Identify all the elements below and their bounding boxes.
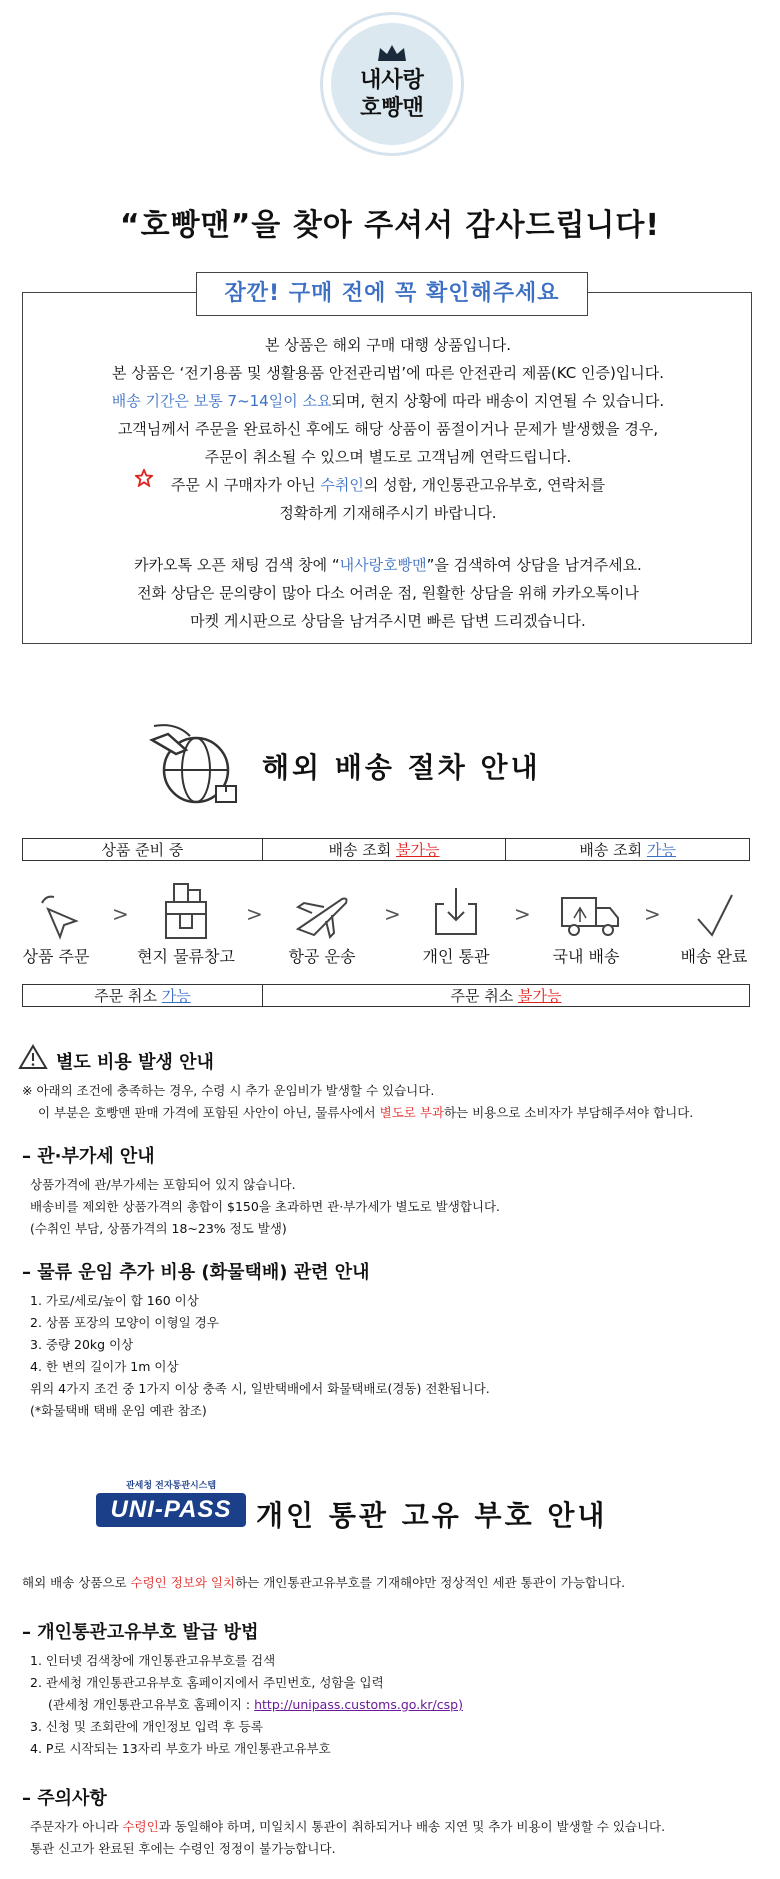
status-cell-preparing <box>23 839 263 861</box>
cursor-icon <box>30 885 90 945</box>
step-label-complete: 배송 완료 <box>680 947 748 966</box>
warehouse-box-icon <box>156 880 216 940</box>
notice-line-5: 주문이 취소될 수 있으며 별도로 고객님께 연락드립니다. <box>204 448 572 466</box>
shipping-status-row-top <box>22 838 750 861</box>
status-text: 배송 조회 <box>328 841 396 859</box>
freight-line-1: 1. 가로/세로/높이 합 160 이상 <box>30 1293 199 1308</box>
freight-line-5: 위의 4가지 조건 중 1가지 이상 충족 시, 일반택배에서 화물택배로(경동) 전환됩니다. <box>30 1381 490 1396</box>
issue-heading: – 개인통관고유부호 발급 방법 <box>22 1622 259 1643</box>
notice-line-10: 마켓 게시판으로 상담을 남겨주시면 빠른 답변 드리겠습니다. <box>190 612 586 630</box>
cancel-tail-red: 불가능 <box>518 987 562 1005</box>
tax-line-2: 배송비를 제외한 상품가격의 총합이 $150을 초과하면 관·부가세가 별도로 발생합니다. <box>30 1199 501 1214</box>
recipient-text: 수취인 <box>320 476 364 494</box>
notice-line-8-a: 카카오톡 오픈 채팅 검색 창에 “ <box>134 556 340 574</box>
cancel-text: 주문 취소 <box>94 987 162 1005</box>
logo-circle <box>331 23 453 145</box>
notice-box <box>22 292 752 644</box>
kakao-search-term: 내사랑호빵맨 <box>339 556 427 574</box>
freight-line-4: 4. 한 변의 길이가 1m 이상 <box>30 1359 179 1374</box>
arrow-5: > <box>644 902 661 926</box>
status-cell-tracking-available <box>506 839 750 861</box>
notice-line-6-a: 주문 시 구매자가 아닌 <box>170 476 321 494</box>
caution-line-2: 통관 신고가 완료된 후에는 수령인 정정이 불가능합니다. <box>30 1841 336 1856</box>
freight-heading: – 물류 운임 추가 비용 (화물택배) 관련 안내 <box>22 1262 370 1283</box>
truck-icon <box>558 886 618 946</box>
warning-icon <box>18 1044 48 1074</box>
issue-line-2: 2. 관세청 개인통관고유부호 홈페이지에서 주민번호, 성함을 입력 <box>30 1675 384 1690</box>
crown-icon <box>331 43 453 67</box>
notice-line-6 <box>23 475 753 495</box>
unipass-caption: 관세청 전자통관시스템 <box>125 1481 217 1491</box>
logo-line1: 내사랑 <box>360 68 424 93</box>
notice-line-8 <box>23 555 753 575</box>
cancel-cell-unavailable <box>263 985 750 1007</box>
arrow-1: > <box>112 902 129 926</box>
issue-line-3: 3. 신청 및 조회란에 개인정보 입력 후 등록 <box>30 1719 263 1734</box>
globe-plane-icon <box>146 720 242 814</box>
issue-line-4: 4. P로 시작되는 13자리 부호가 바로 개인통관고유부호 <box>30 1741 331 1756</box>
notice-line-6-b: 의 성함, 개인통관고유부호, 연락처를 <box>363 476 606 494</box>
caution-line-1 <box>30 1818 665 1836</box>
extra-cost-note-2-a: 이 부분은 호빵맨 판매 가격에 포함된 사안이 아닌, 물류사에서 <box>38 1105 380 1120</box>
arrow-4: > <box>514 902 531 926</box>
separate-charge-text: 별도로 부과 <box>379 1105 444 1120</box>
status-text: 배송 조회 <box>579 841 647 859</box>
arrow-3: > <box>384 902 401 926</box>
issue-site-line <box>48 1696 463 1714</box>
freight-line-2: 2. 상품 포장의 모양이 이형일 경우 <box>30 1315 219 1330</box>
step-label-air: 항공 운송 <box>288 947 356 966</box>
arrow-2: > <box>246 902 263 926</box>
notice-line-9: 전화 상담은 문의량이 많아 다소 어려운 점, 원활한 상담을 위해 카카오톡이나 <box>137 584 639 602</box>
checkmark-icon <box>690 885 750 945</box>
notice-line-3-rest: 되며, 현지 상황에 따라 배송이 지연될 수 있습니다. <box>331 392 665 410</box>
customs-intro-a: 해외 배송 상품으로 <box>22 1575 131 1590</box>
unipass-site-link[interactable]: http://unipass.customs.go.kr/csp) <box>254 1697 463 1712</box>
status-cell-tracking-unavailable <box>262 839 506 861</box>
tax-line-1: 상품가격에 관/부가세는 포함되어 있지 않습니다. <box>30 1177 296 1192</box>
notice-line-2: 본 상품은 ‘전기용품 및 생활용품 안전관리법’에 따른 안전관리 제품(KC 인증)입니다. <box>111 364 665 382</box>
notice-heading: 잠깐! 구매 전에 꼭 확인해주세요 <box>196 272 588 316</box>
recipient-red-text: 수령인 <box>122 1819 159 1834</box>
status-tail-red: 불가능 <box>396 841 440 859</box>
extra-cost-note-1: ※ 아래의 조건에 충족하는 경우, 수령 시 추가 운임비가 발생할 수 있습니다. <box>22 1083 435 1098</box>
cancel-cell-available <box>23 985 263 1007</box>
step-label-customs: 개인 통관 <box>422 947 490 966</box>
recipient-match-text: 수령인 정보와 일치 <box>130 1575 236 1590</box>
extra-cost-note-2-b: 하는 비용으로 소비자가 부담해주셔야 합니다. <box>443 1105 694 1120</box>
status-tail-blue: 가능 <box>646 841 676 859</box>
freight-line-3: 3. 중량 20kg 이상 <box>30 1337 134 1352</box>
site-label: (관세청 개인통관고유부호 홈페이지 : <box>48 1697 255 1712</box>
step-label-warehouse: 현지 물류창고 <box>137 947 235 966</box>
tax-heading: – 관·부가세 안내 <box>22 1146 155 1167</box>
caution-heading: – 주의사항 <box>22 1788 107 1809</box>
shipping-status-row-bottom <box>22 984 750 1007</box>
download-box-icon <box>426 882 486 942</box>
brand-logo <box>320 12 464 156</box>
extra-cost-heading: 별도 비용 발생 안내 <box>56 1052 214 1073</box>
shipping-heading: 해외 배송 절차 안내 <box>262 751 541 784</box>
notice-line-4: 고객님께서 주문을 완료하신 후에도 해당 상품이 품절이거나 문제가 발생했을 경우, <box>117 420 659 438</box>
notice-line-7: 정확하게 기재해주시기 바랍니다. <box>279 504 497 522</box>
airplane-icon <box>292 885 352 945</box>
status-cell-preparing-text: 상품 준비 중 <box>101 841 184 859</box>
logo-line2: 호빵맨 <box>360 96 424 121</box>
freight-line-6: (*화물택배 택배 운임 예관 참조) <box>30 1403 207 1418</box>
step-label-order: 상품 주문 <box>22 947 90 966</box>
extra-cost-note-2 <box>38 1104 693 1122</box>
delivery-period-text: 배송 기간은 보통 7~14일이 소요 <box>111 392 332 410</box>
issue-line-1: 1. 인터넷 검색창에 개인통관고유부호를 검색 <box>30 1653 276 1668</box>
caution-line-1-a: 주문자가 아니라 <box>30 1819 123 1834</box>
cancel-tail-blue: 가능 <box>161 987 191 1005</box>
cancel-text: 주문 취소 <box>450 987 519 1005</box>
tax-line-3: (수취인 부담, 상품가격의 18~23% 정도 발생) <box>30 1221 287 1236</box>
notice-line-1: 본 상품은 해외 구매 대행 상품입니다. <box>265 336 511 354</box>
customs-intro-b: 하는 개인통관고유부호를 기재해야만 정상적인 세관 통관이 가능합니다. <box>235 1575 626 1590</box>
notice-line-3 <box>23 391 753 411</box>
customs-heading: 개인 통관 고유 부호 안내 <box>256 1499 608 1532</box>
unipass-wordmark: UNI-PASS <box>96 1493 246 1527</box>
unipass-logo <box>96 1478 246 1534</box>
notice-line-8-b: ”을 검색하여 상담을 남겨주세요. <box>426 556 642 574</box>
step-label-domestic: 국내 배송 <box>552 947 620 966</box>
customs-intro <box>22 1574 625 1592</box>
page-title: “호빵맨”을 찾아 주셔서 감사드립니다! <box>119 208 661 243</box>
caution-line-1-b: 과 동일해야 하며, 미일치시 통관이 취하되거나 배송 지연 및 추가 비용이 발생할 수 있습니다. <box>158 1819 666 1834</box>
